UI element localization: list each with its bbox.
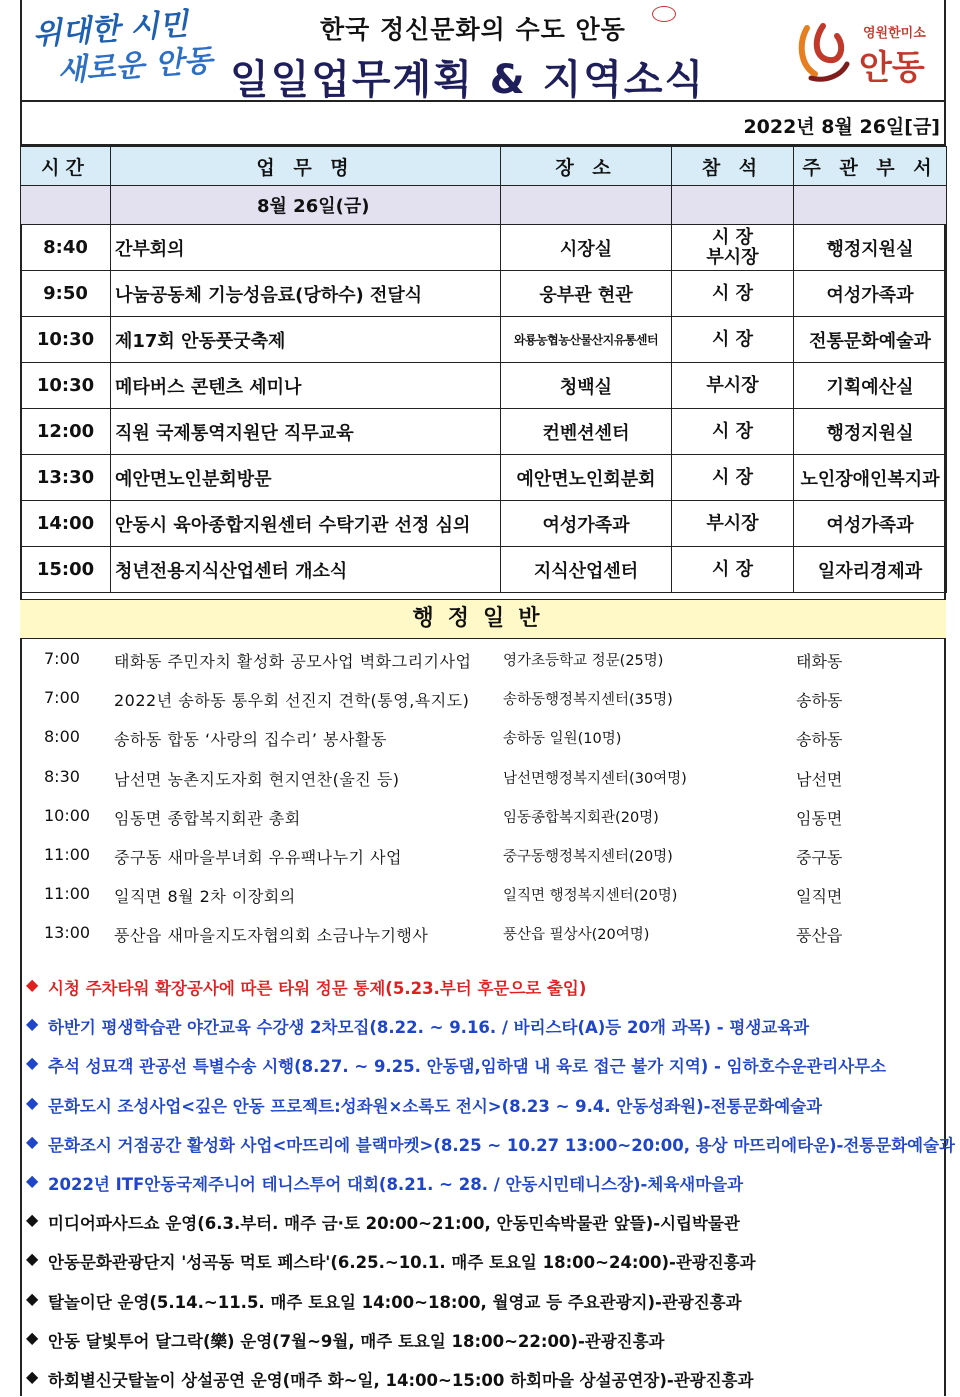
notice-list (20, 966, 955, 1397)
diamond-bullet-icon: ◆ (26, 1210, 39, 1230)
admin-row (20, 679, 946, 718)
admin-list (20, 640, 946, 954)
notice-text: 미디어파사드쇼 운영(6.3.부터. 매주 금·토 20:00~21:00, 안동민속박물관 앞뜰)-시립박물관 (48, 1214, 740, 1234)
diamond-bullet-icon: ◆ (26, 1249, 39, 1269)
diamond-bullet-icon: ◆ (26, 1170, 39, 1190)
admin-place: 일직면 행정복지센터(20명) (503, 888, 678, 905)
notice-item (20, 1162, 946, 1201)
attendee: 시 장 (711, 226, 754, 248)
page-header (20, 0, 946, 102)
cell-dept: 기획예산실 (794, 363, 947, 409)
cell-attend (672, 225, 794, 271)
cell-place: 와룡농협농산물산지유통센터 (501, 317, 672, 363)
notice-item (20, 1201, 946, 1240)
admin-dept: 임동면 (796, 808, 843, 828)
admin-task: 풍산읍 새마을지도자협의회 소금나누기행사 (114, 926, 429, 946)
cell-place: 여성가족과 (501, 501, 672, 547)
notice-text: 하반기 평생학습관 야간교육 수강생 2차모집(8.22. ~ 9.16. / 바리스타(A)등 20개 과목) - 평생교육과 (48, 1018, 810, 1038)
cell-place: 지식산업센터 (501, 547, 672, 593)
schedule-row (21, 363, 947, 409)
cell-task: 안동시 육아종합지원센터 수탁기관 선정 심의 (111, 501, 501, 547)
cell-time: 10:30 (21, 363, 111, 409)
cell-task: 메타버스 콘텐츠 세미나 (111, 363, 501, 409)
admin-time: 7:00 (44, 688, 80, 708)
attendee: 시 장 (711, 466, 754, 488)
cell-place: 컨벤션센터 (501, 409, 672, 455)
admin-place: 남선면행정복지센터(30여명) (503, 770, 687, 787)
admin-dept: 송하동 (796, 730, 843, 750)
slogan-line-2: 새로운 안동 (56, 43, 214, 90)
diamond-bullet-icon: ◆ (26, 975, 39, 994)
cell-place: 청백실 (501, 363, 672, 409)
day-label: 8월 26일(금) (111, 186, 501, 225)
cell-place: 웅부관 현관 (501, 271, 672, 317)
admin-time: 7:00 (44, 649, 80, 668)
admin-dept: 중구동 (796, 847, 843, 867)
admin-place: 송하동 일원(10명) (503, 731, 622, 748)
cell-dept: 노인장애인복지과 (794, 455, 947, 501)
admin-row (20, 758, 946, 797)
date-row (20, 102, 946, 146)
admin-dept: 풍산읍 (796, 926, 843, 946)
attendee-2: 부시장 (706, 246, 759, 268)
admin-time: 8:00 (44, 727, 80, 747)
admin-dept: 태화동 (796, 652, 843, 671)
notice-item (20, 966, 946, 1005)
page-title: 일일업무계획 & 지역소식 (230, 57, 706, 103)
admin-time: 11:00 (44, 844, 91, 864)
cell-dept: 행정지원실 (794, 225, 947, 271)
notice-item (20, 1240, 946, 1279)
col-header-dept: 주 관 부 서 (794, 147, 947, 186)
notice-item (20, 1123, 955, 1162)
schedule-row (21, 317, 947, 363)
schedule-table (20, 146, 947, 593)
cell-task: 제17회 안동풋굿축제 (111, 317, 501, 363)
cell-dept: 여성가족과 (794, 501, 947, 547)
diamond-bullet-icon: ◆ (26, 1366, 39, 1386)
logo-tagline: 영원한미소 (863, 26, 926, 41)
cell-dept: 행정지원실 (794, 409, 947, 455)
slogan (32, 3, 227, 92)
cell-place: 예안면노인회분회 (501, 455, 672, 501)
cell-task: 예안면노인분회방문 (111, 455, 501, 501)
admin-task: 남선면 농촌지도자회 현지연찬(울진 등) (114, 769, 400, 789)
cell-attend (672, 363, 794, 409)
cell-attend (672, 317, 794, 363)
admin-task: 송하동 합동 ‘사랑의 집수리’ 봉사활동 (114, 730, 387, 750)
schedule-row (21, 225, 947, 271)
cell-time: 15:00 (21, 547, 111, 593)
cell-time: 10:30 (21, 317, 111, 363)
admin-row (20, 640, 946, 679)
diamond-bullet-icon: ◆ (26, 1288, 39, 1308)
admin-place: 임동종합복지회관(20명) (503, 809, 659, 826)
diamond-bullet-icon: ◆ (26, 1053, 39, 1073)
cell-place: 시장실 (501, 225, 672, 271)
cell-attend (672, 271, 794, 317)
attendee: 시 장 (711, 328, 754, 350)
cell-time: 14:00 (21, 501, 111, 547)
admin-time: 13:00 (44, 923, 91, 943)
notice-text: 안동문화관광단지 '성곡동 먹토 페스타'(6.25.~10.1. 매주 토요일 18:00~24:00)-관광진흥과 (48, 1253, 756, 1273)
cell-attend (672, 409, 794, 455)
admin-task: 임동면 종합복지회관 총회 (114, 808, 301, 828)
notice-text: 추석 성묘객 관공선 특별수송 시행(8.27. ~ 9.25. 안동댐,임하댐 내 육로 접근 불가 지역) - 임하호수운관리사무소 (48, 1057, 887, 1077)
subtitle: 한국 정신문화의 수도 안동 (320, 15, 626, 44)
admin-section-title: 행정일반 (20, 599, 946, 639)
admin-time: 8:30 (44, 766, 80, 786)
admin-place: 송하동행정복지센터(35명) (503, 692, 673, 709)
schedule-row (21, 455, 947, 501)
cell-attend (672, 455, 794, 501)
admin-dept: 일직면 (796, 887, 843, 907)
cell-dept: 여성가족과 (794, 271, 947, 317)
notice-text: 시청 주차타워 확장공사에 따른 타워 정문 통제(5.23.부터 후문으로 출입) (48, 979, 587, 998)
admin-task: 일직면 8월 2차 이장회의 (114, 887, 296, 907)
cell-dept: 일자리경제과 (794, 547, 947, 593)
admin-place: 중구동행정복지센터(20명) (503, 848, 673, 865)
admin-row (20, 797, 946, 836)
admin-task: 2022년 송하동 통우회 선진지 견학(통영,욕지도) (114, 691, 470, 711)
diamond-bullet-icon: ◆ (26, 1014, 39, 1034)
schedule-header-row (21, 147, 947, 186)
cell-time: 13:30 (21, 455, 111, 501)
notice-text: 탈놀이단 운영(5.14.~11.5. 매주 토요일 14:00~18:00, 월영교 등 주요관광지)-관광진흥과 (48, 1292, 742, 1312)
schedule-row (21, 271, 947, 317)
notice-text: 하회별신굿탈놀이 상설공연 운영(매주 화~일, 14:00~15:00 하회마을 상설공연장)-관광진흥과 (48, 1370, 754, 1390)
col-header-attend: 참 석 (672, 147, 794, 186)
cell-task: 직원 국제통역지원단 직무교육 (111, 409, 501, 455)
notice-text: 안동 달빛투어 달그락(樂) 운영(7월~9월, 매주 토요일 18:00~22:00)-관광진흥과 (48, 1331, 665, 1351)
notice-text: 문화조시 거점공간 활성화 사업<마뜨리에 블랙마켓>(8.25 ~ 10.27 13:00~20:00, 용상 마뜨리에타운)-전통문화예술과 (48, 1135, 955, 1155)
notice-item (20, 1280, 946, 1319)
admin-time: 10:00 (44, 805, 91, 825)
cell-task: 간부회의 (111, 225, 501, 271)
admin-task: 중구동 새마을부녀회 우유팩나누기 사업 (114, 847, 403, 867)
diamond-bullet-icon: ◆ (26, 1327, 39, 1347)
notice-item (20, 1319, 946, 1358)
col-header-time: 시간 (21, 147, 111, 186)
cell-task: 청년전용지식산업센터 개소식 (111, 547, 501, 593)
smile-emblem-icon (795, 20, 851, 82)
admin-row (20, 875, 946, 914)
admin-dept: 송하동 (796, 691, 843, 711)
cell-time: 9:50 (21, 271, 111, 317)
notice-text: 2022년 ITF안동국제주니어 테니스투어 대회(8.21. ~ 28. / 안동시민테니스장)-체육새마을과 (48, 1174, 744, 1194)
seal-icon (652, 6, 676, 22)
schedule-row (21, 409, 947, 455)
andong-logo (795, 14, 935, 94)
admin-dept: 남선면 (796, 769, 843, 789)
notice-item (20, 1358, 946, 1397)
cell-attend (672, 501, 794, 547)
diamond-bullet-icon: ◆ (26, 1131, 39, 1151)
schedule-row (21, 547, 947, 593)
cell-task: 나눔공동체 기능성음료(당하수) 전달식 (111, 271, 501, 317)
notice-item (20, 1044, 946, 1083)
notice-text: 문화도시 조성사업<깊은 안동 프로젝트:성좌원×소록도 전시>(8.23 ~ 9.4. 안동성좌원)-전통문화예술과 (48, 1096, 823, 1116)
notice-item (20, 1084, 946, 1123)
attendee: 부시장 (706, 512, 759, 534)
admin-place: 영가초등학교 정문(25명) (503, 653, 664, 669)
logo-name: 안동 (859, 48, 925, 88)
col-header-task: 업 무 명 (111, 147, 501, 186)
cell-attend (672, 547, 794, 593)
cell-time: 12:00 (21, 409, 111, 455)
admin-row (20, 914, 946, 953)
diamond-bullet-icon: ◆ (26, 1092, 39, 1112)
schedule-row (21, 501, 947, 547)
day-row (21, 186, 947, 225)
cell-dept: 전통문화예술과 (794, 317, 947, 363)
slogan-line-1: 위대한 시민 (31, 6, 190, 53)
admin-place: 풍산읍 필상사(20여명) (503, 927, 650, 944)
col-header-place: 장 소 (501, 147, 672, 186)
attendee: 시 장 (711, 420, 754, 442)
admin-row (20, 836, 946, 875)
admin-time: 11:00 (44, 884, 91, 904)
admin-row (20, 718, 946, 757)
admin-task: 태화동 주민자치 활성화 공모사업 벽화그리기사업 (114, 652, 472, 671)
report-date: 2022년 8월 26일[금] (743, 116, 940, 138)
cell-time: 8:40 (21, 225, 111, 271)
attendee: 부시장 (706, 374, 759, 396)
attendee: 시 장 (711, 282, 754, 304)
notice-item (20, 1005, 946, 1044)
attendee: 시 장 (711, 558, 754, 580)
